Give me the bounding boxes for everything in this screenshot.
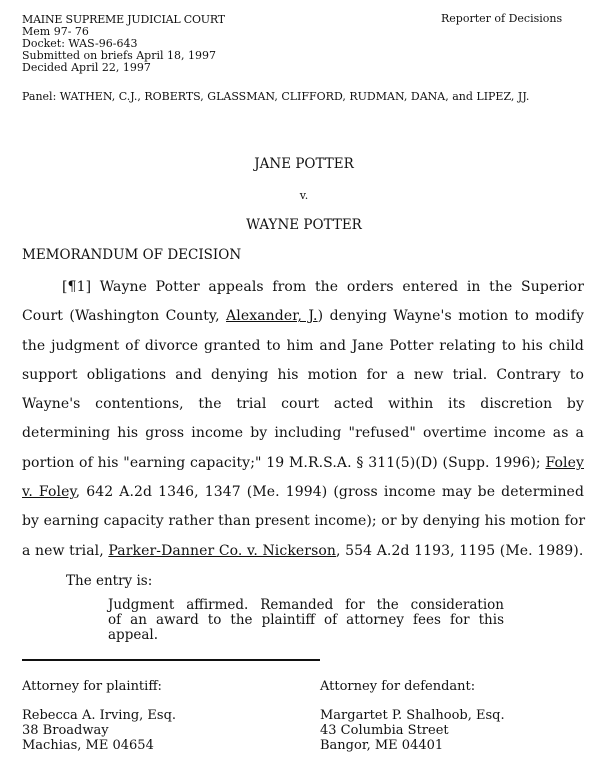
plaintiff-attorney-name: Rebecca A. Irving, Esq. [22, 708, 177, 723]
paragraph-line [22, 478, 584, 507]
paragraph-text: portion of his "earning capacity;" 19 M.R.S.A. § 311(5)(D) (Supp. 1996); [22, 454, 546, 471]
paragraph-text: Wayne's contentions, the trial court acted within its discretion by [22, 396, 584, 413]
entry-line: appeal. [108, 627, 158, 643]
paragraph-line [22, 537, 584, 566]
memo-number: Mem 97- 76 [22, 25, 89, 38]
plaintiff-attorney-street: 38 Broadway [22, 723, 109, 738]
paragraph-text: the judgment of divorce granted to him and Jane Potter relating to his child [22, 337, 584, 354]
paragraph-line [22, 390, 584, 419]
paragraph-line [22, 302, 584, 331]
panel-justices: Panel: WATHEN, C.J., ROBERTS, GLASSMAN, CLIFFORD, RUDMAN, DANA, and LIPEZ, JJ. [22, 90, 530, 103]
plaintiff-attorney-heading: Attorney for plaintiff: [22, 679, 162, 694]
paragraph-text: ) denying Wayne's motion to modify [317, 308, 584, 325]
paragraph-line [22, 273, 584, 302]
paragraph-text: support obligations and denying his motion for a new trial. Contrary to [22, 366, 584, 383]
paragraph-line [22, 449, 584, 478]
paragraph-text: [¶1] Wayne Potter appeals from the orders entered in the Superior [62, 279, 584, 295]
entry-judgment [108, 598, 504, 643]
defendant-attorney-address [320, 708, 505, 753]
defendant-attorney-name: Margartet P. Shalhoob, Esq. [320, 708, 505, 723]
reporter-of-decisions: Reporter of Decisions [441, 12, 563, 25]
paragraph-text: by earning capacity rather than present income); or by denying his motion for [22, 513, 586, 530]
paragraph-text: determining his gross income by including "refused" overtime income as a [22, 425, 584, 442]
defendant-attorney-city: Bangor, ME 04401 [320, 738, 444, 753]
defendant-attorney-heading: Attorney for defendant: [320, 679, 476, 694]
paragraph-line [22, 361, 584, 390]
caption-versus: v. [299, 189, 309, 202]
memorandum-title: MEMORANDUM OF DECISION [22, 247, 242, 263]
caption-plaintiff: JANE POTTER [254, 156, 354, 172]
case-citation: Alexander, J. [226, 308, 318, 325]
case-citation: Parker-Danner Co. v. Nickerson [108, 542, 337, 559]
caption-defendant: WAYNE POTTER [246, 217, 362, 233]
docket-number: Docket: WAS-96-643 [22, 37, 138, 50]
entry-line: of an award to the plaintiff of attorney fees for this [108, 612, 504, 628]
paragraph-text: , 642 A.2d 1346, 1347 (Me. 1994) (gross income may be determined [75, 484, 585, 501]
paragraph-text: , 554 A.2d 1193, 1195 (Me. 1989). [336, 542, 584, 559]
case-citation: v. Foley [22, 484, 76, 501]
submitted-date: Submitted on briefs April 18, 1997 [22, 49, 217, 62]
paragraph-line [22, 332, 584, 361]
entry-line: Judgment affirmed. Remanded for the consideration [108, 597, 504, 613]
case-citation: Foley [545, 454, 584, 471]
paragraph-line [22, 419, 584, 448]
plaintiff-attorney-city: Machias, ME 04654 [22, 738, 154, 753]
paragraph-text: a new trial, [22, 542, 109, 559]
entry-label: The entry is: [66, 573, 153, 589]
plaintiff-attorney-address [22, 708, 176, 753]
decision-paragraph [22, 273, 584, 566]
decided-date: Decided April 22, 1997 [22, 61, 151, 74]
defendant-attorney-street: 43 Columbia Street [320, 723, 449, 738]
paragraph-text: Court (Washington County, [22, 308, 227, 325]
paragraph-line [22, 507, 584, 536]
court-name: MAINE SUPREME JUDICIAL COURT [22, 13, 225, 26]
divider-rule [22, 659, 320, 661]
